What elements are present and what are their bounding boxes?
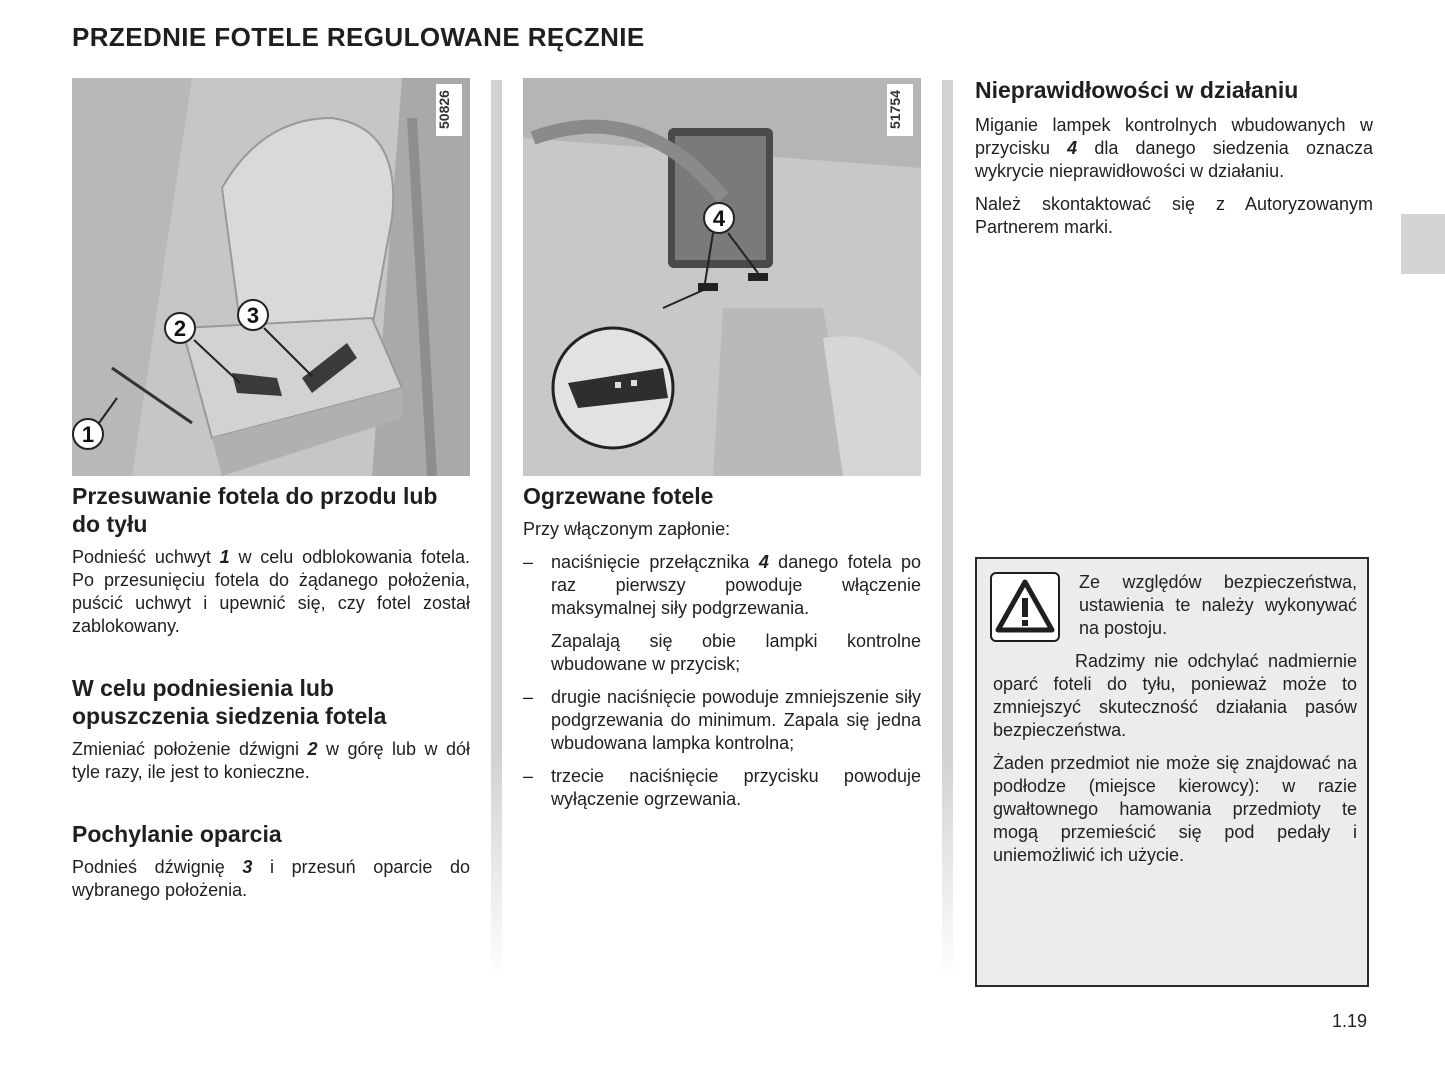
ref-1: 1 [219,547,230,567]
list-item: – trzecie naciśnięcie przycisku powoduje wyłączenie ogrzewania. [523,766,921,809]
figure-code: 50826 [436,84,462,136]
dashboard-illustration-drawing [523,78,921,476]
text-seat-slide: Podnieść uchwyt 1 w celu odblokowania fotela. Po przesunięciu fotela do żądanego położenia, puścić uchwyt i upewnić się, czy fotel został zablokowany. [72,547,471,636]
heading-seat-height: W celu podniesienia lub opuszczenia siedzenia fotela [72,675,387,729]
text-contact-partner: Należ skontaktować się z Autoryzowanym Partnerem marki. [975,194,1373,237]
callout-3: 3 [246,303,260,328]
text-seat-height: Zmieniać położenie dźwigni 2 w górę lub w dół tyle razy, ile jest to konieczne. [72,739,470,782]
column-middle [523,78,921,811]
seat-illustration-drawing [72,78,470,476]
callout-1: 1 [81,422,95,447]
text-backrest: Podnieś dźwignię 3 i przesuń oparcie do wybranego położenia. [72,857,470,900]
list-item: – naciśnięcie przełącznika 4 danego fotela po raz pierwszy powoduje włączenie maksymalnej siły podgrzewania. Zapalają się obie lampki kontrolne wbudowane w przycisk; [523,552,922,674]
section-seat-height [72,674,470,784]
page-title: PRZEDNIE FOTELE REGULOWANE RĘCZNIE [72,22,645,52]
heading-heated-seats: Ogrzewane fotele [523,483,714,509]
text-malfunction-lamps: Miganie lampek kontrolnych wbudowanych w przycisku 4 dla danego siedzenia oznacza wykrycie nieprawidłowości w działaniu. [975,115,1373,181]
section-heated-seats [523,482,921,811]
column-right [975,76,1373,239]
ref-4: 4 [1067,138,1078,158]
callout-2: 2 [173,316,187,341]
figure-code: 51754 [887,84,913,136]
heading-malfunctions: Nieprawidłowości w działaniu [975,77,1299,103]
column-divider-1 [491,80,502,980]
callout-4: 4 [712,206,726,231]
warning-triangle-icon [990,572,1060,642]
text-ignition: Przy włączonym zapłonie: [523,519,731,539]
warning-paragraph-2: Radzimy nie odchylać nadmiernie oparć foteli do tyłu, ponieważ może to zmniejszyć skuteczność działania pasów bezpieczeństwa. [993,651,1357,740]
warning-paragraph-1: Ze względów bezpieczeństwa, ustawienia te należy wykonywać na postoju. [1079,572,1357,638]
heading-backrest: Pochylanie oparcia [72,821,282,847]
heated-seat-illustration [523,78,921,476]
list-item-note: Zapalają się obie lampki kontrolne wbudowane w przycisk; [551,631,921,674]
ref-3: 3 [242,857,253,877]
section-backrest [72,820,470,902]
column-divider-2 [942,80,953,980]
warning-box [975,557,1369,987]
heating-steps-list [523,551,921,811]
section-seat-slide [72,482,470,638]
column-left [72,78,470,902]
chapter-tab-marker [1401,214,1445,274]
heading-seat-slide: Przesuwanie fotela do przodu lub do tyłu [72,483,438,537]
list-item: – drugie naciśnięcie powoduje zmniejszenie siły podgrzewania do minimum. Zapala się jedna wbudowana lampka kontrolna; [523,687,921,753]
ref-2: 2 [307,739,318,759]
page-number: 1.19 [1332,1011,1368,1031]
seat-adjustment-illustration [72,78,470,476]
warning-paragraph-3: Żaden przedmiot nie może się znajdować na podłodze (miejsce kierowcy): w razie gwałtownego hamowania przedmioty te mogą przemieścić się pod pedały i uniemożliwić ich użycie. [993,753,1357,865]
ref-4: 4 [758,552,769,572]
